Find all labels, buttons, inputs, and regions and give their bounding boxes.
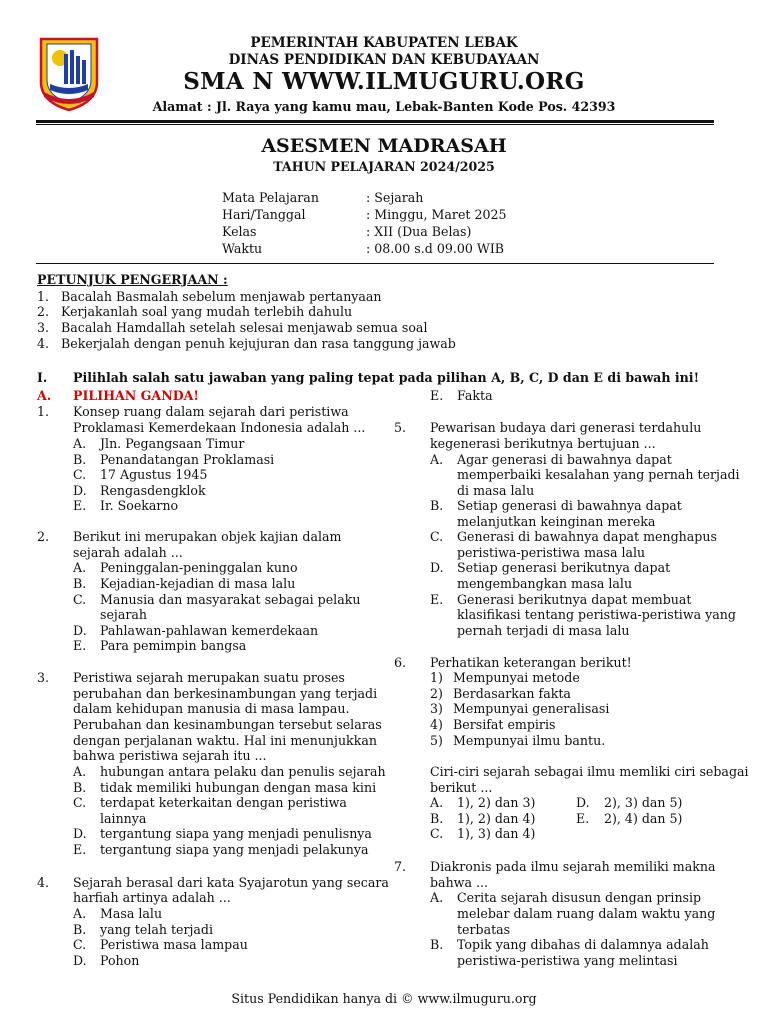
statement-text: Mempunyai metode (453, 670, 580, 685)
option-text: tergantung siapa yang menjadi pelakunya (100, 842, 369, 857)
header-line2: DINAS PENDIDIKAN DAN KEBUDAYAAN (228, 52, 540, 68)
option-text: Fakta (457, 388, 493, 403)
option-text: terdapat keterkaitan dengan peristiwa (100, 795, 347, 810)
option-text: 1), 2) dan 3) (457, 795, 536, 810)
option-text: Ir. Soekarno (100, 498, 179, 513)
meta-value: : Minggu, Maret 2025 (366, 207, 507, 222)
question-number: 2. (37, 529, 50, 544)
statement-number: 5) (430, 733, 443, 748)
option-letter: A. (430, 452, 444, 467)
option-letter: B. (430, 811, 444, 826)
section-letter: A. (37, 388, 52, 403)
option-letter: D. (73, 826, 87, 841)
option-text: 1), 2) dan 4) (457, 811, 536, 826)
question-number: 7. (394, 859, 407, 874)
statement-number: 1) (430, 670, 443, 685)
question-text: Perhatikan keterangan berikut! (430, 655, 632, 670)
school-address: Alamat : Jl. Raya yang kamu mau, Lebak-Banten Kode Pos. 42393 (152, 99, 616, 114)
option-letter: C. (73, 592, 87, 607)
option-letter: E. (576, 811, 590, 826)
header-divider (36, 120, 714, 123)
question-text: Sejarah berasal dari kata Syajarotun yang secara (73, 875, 389, 890)
option-letter: C. (73, 795, 87, 810)
option-text-continued: di masa lalu (457, 483, 535, 498)
option-text: Generasi di bawahnya dapat menghapus (457, 529, 717, 544)
statement-text: Berdasarkan fakta (453, 686, 571, 701)
question-text: bahwa peristiwa sejarah itu ... (73, 748, 267, 763)
option-text: 1), 3) dan 4) (457, 826, 536, 841)
option-text: Para pemimpin bangsa (100, 638, 247, 653)
option-text: Penandatangan Proklamasi (100, 452, 275, 467)
question-text: Diakronis pada ilmu sejarah memiliki makna (430, 859, 716, 874)
question-text: Peristiwa sejarah merupakan suatu proses (73, 670, 345, 685)
option-letter: A. (430, 795, 444, 810)
question-text: Pewarisan budaya dari generasi terdahulu (430, 420, 702, 435)
option-text-continued: melanjutkan keinginan mereka (457, 514, 656, 529)
exam-year: TAHUN PELAJARAN 2024/2025 (273, 159, 495, 174)
statement-text: Mempunyai generalisasi (453, 701, 610, 716)
option-text: Topik yang dibahas di dalamnya adalah (457, 937, 709, 952)
option-letter: A. (73, 436, 87, 451)
meta-key: Kelas (222, 224, 257, 239)
school-name: SMA N WWW.ILMUGURU.ORG (183, 68, 585, 95)
statement-number: 4) (430, 717, 443, 732)
option-text: Masa lalu (100, 906, 163, 921)
option-letter: D. (73, 623, 87, 638)
option-letter: E. (73, 498, 87, 513)
question-number: 3. (37, 670, 50, 685)
option-text-continued: lainnya (100, 811, 147, 826)
meta-value: : XII (Dua Belas) (366, 224, 472, 239)
meta-row (222, 241, 504, 258)
option-letter: E. (73, 842, 87, 857)
option-text: tidak memiliki hubungan dengan masa kini (100, 780, 377, 795)
question-text: Proklamasi Kemerdekaan Indonesia adalah ... (73, 420, 366, 435)
meta-row (222, 224, 471, 241)
instructions-title: PETUNJUK PENGERJAAN : (37, 272, 228, 287)
instruction-text: Bacalah Basmalah sebelum menjawab pertanyaan (61, 289, 382, 304)
option-letter: D. (73, 483, 87, 498)
option-text: Peristiwa masa lampau (100, 937, 248, 952)
question-number: 1. (37, 404, 50, 419)
question-text: bahwa ... (430, 875, 488, 890)
instruction-text: Kerjakanlah soal yang mudah terlebih dahulu (61, 304, 353, 319)
option-text-continued: memperbaiki kesalahan yang pernah terjadi (457, 467, 740, 482)
option-text: Pahlawan-pahlawan kemerdekaan (100, 623, 319, 638)
instruction-text: Bekerjalah dengan penuh kejujuran dan rasa tanggung jawab (61, 336, 456, 351)
option-text-continued: sejarah (100, 607, 147, 622)
option-text: Setiap generasi di bawahnya dapat (457, 498, 682, 513)
option-text-continued: mengembangkan masa lalu (457, 576, 633, 591)
option-text: Cerita sejarah disusun dengan prinsip (457, 890, 702, 905)
question-text: dengan perjalanan waktu. Hal ini menunjukkan (73, 733, 377, 748)
option-letter: B. (73, 922, 87, 937)
option-letter: A. (73, 906, 87, 921)
section-label: PILIHAN GANDA! (73, 388, 199, 403)
question-text: dalam kehidupan manusia di masa lampau. (73, 701, 350, 716)
question-number: 5. (394, 420, 407, 435)
statement-text: Mempunyai ilmu bantu. (453, 733, 606, 748)
meta-key: Waktu (222, 241, 263, 256)
option-text: 17 Agustus 1945 (100, 467, 208, 482)
option-text: Jln. Pegangsaan Timur (100, 436, 245, 451)
option-letter: C. (73, 467, 87, 482)
meta-value: : 08.00 s.d 09.00 WIB (366, 241, 505, 256)
statement-text: Bersifat empiris (453, 717, 556, 732)
option-letter: A. (430, 890, 444, 905)
option-letter: E. (430, 592, 444, 607)
option-text-continued: klasifikasi tentang peristiwa-peristiwa yang (457, 607, 736, 622)
option-letter: D. (576, 795, 590, 810)
meta-row (222, 190, 423, 207)
section-instruction: Pilihlah salah satu jawaban yang paling tepat pada pilihan A, B, C, D dan E di bawah ini! (73, 370, 700, 385)
question-text: perubahan dan berkesinambungan yang terjadi (73, 686, 378, 701)
meta-value: : Sejarah (366, 190, 424, 205)
option-text-continued: peristiwa-peristiwa yang melintasi (457, 953, 678, 968)
option-text: yang telah terjadi (100, 922, 213, 937)
question-text: Perubahan dan kesinambungan tersebut selaras (73, 717, 382, 732)
instruction-number: 4. (37, 336, 50, 351)
option-letter: D. (430, 560, 444, 575)
option-letter: B. (73, 576, 87, 591)
header-line1: PEMERINTAH KABUPATEN LEBAK (250, 35, 518, 51)
option-text-continued: terbatas (457, 922, 511, 937)
option-letter: D. (73, 953, 87, 968)
question-text: berikut ... (430, 780, 493, 795)
meta-divider (36, 263, 714, 264)
meta-key: Hari/Tanggal (222, 207, 306, 222)
option-letter: B. (430, 498, 444, 513)
option-text: 2), 4) dan 5) (604, 811, 683, 826)
question-text: harfiah artinya adalah ... (73, 890, 231, 905)
instruction-number: 2. (37, 304, 50, 319)
option-text: Pohon (100, 953, 140, 968)
option-letter: C. (430, 529, 444, 544)
footer-text: Situs Pendidikan hanya di © www.ilmuguru.org (231, 991, 537, 1006)
meta-key: Mata Pelajaran (222, 190, 319, 205)
option-text: Kejadian-kejadian di masa lalu (100, 576, 296, 591)
statement-number: 3) (430, 701, 443, 716)
instruction-number: 1. (37, 289, 50, 304)
option-text: tergantung siapa yang menjadi penulisnya (100, 826, 372, 841)
option-letter: A. (73, 764, 87, 779)
statement-number: 2) (430, 686, 443, 701)
option-text: 2), 3) dan 5) (604, 795, 683, 810)
option-text: Setiap generasi berikutnya dapat (457, 560, 671, 575)
option-text: Manusia dan masyarakat sebagai pelaku (100, 592, 361, 607)
instruction-text: Bacalah Hamdallah setelah selesai menjawab semua soal (61, 320, 428, 335)
option-letter: C. (73, 937, 87, 952)
question-text: kegenerasi berikutnya bertujuan ... (430, 436, 656, 451)
option-letter: C. (430, 826, 444, 841)
option-text: Peninggalan-peninggalan kuno (100, 560, 298, 575)
meta-row (222, 207, 507, 224)
option-letter: A. (73, 560, 87, 575)
option-letter: E. (430, 388, 444, 403)
exam-title: ASESMEN MADRASAH (261, 135, 507, 157)
question-text: Ciri-ciri sejarah sebagai ilmu memliki ciri sebagai (430, 764, 749, 779)
question-text: sejarah adalah ... (73, 545, 183, 560)
option-text: Generasi berikutnya dapat membuat (457, 592, 692, 607)
option-text-continued: melebar dalam ruang dalam waktu yang (457, 906, 716, 921)
option-text-continued: pernah terjadi di masa lalu (457, 623, 630, 638)
header-divider-thin (36, 124, 714, 125)
question-text: Berikut ini merupakan objek kajian dalam (73, 529, 342, 544)
question-text: Konsep ruang dalam sejarah dari peristiwa (73, 404, 349, 419)
option-text: Agar generasi di bawahnya dapat (457, 452, 672, 467)
option-letter: B. (73, 780, 87, 795)
option-letter: B. (73, 452, 87, 467)
option-letter: E. (73, 638, 87, 653)
option-text: hubungan antara pelaku dan penulis sejarah (100, 764, 386, 779)
question-number: 4. (37, 875, 50, 890)
instruction-number: 3. (37, 320, 50, 335)
question-number: 6. (394, 655, 407, 670)
option-text: Rengasdengklok (100, 483, 206, 498)
section-roman: I. (37, 370, 48, 385)
option-letter: B. (430, 937, 444, 952)
option-text-continued: peristiwa-peristiwa masa lalu (457, 545, 646, 560)
